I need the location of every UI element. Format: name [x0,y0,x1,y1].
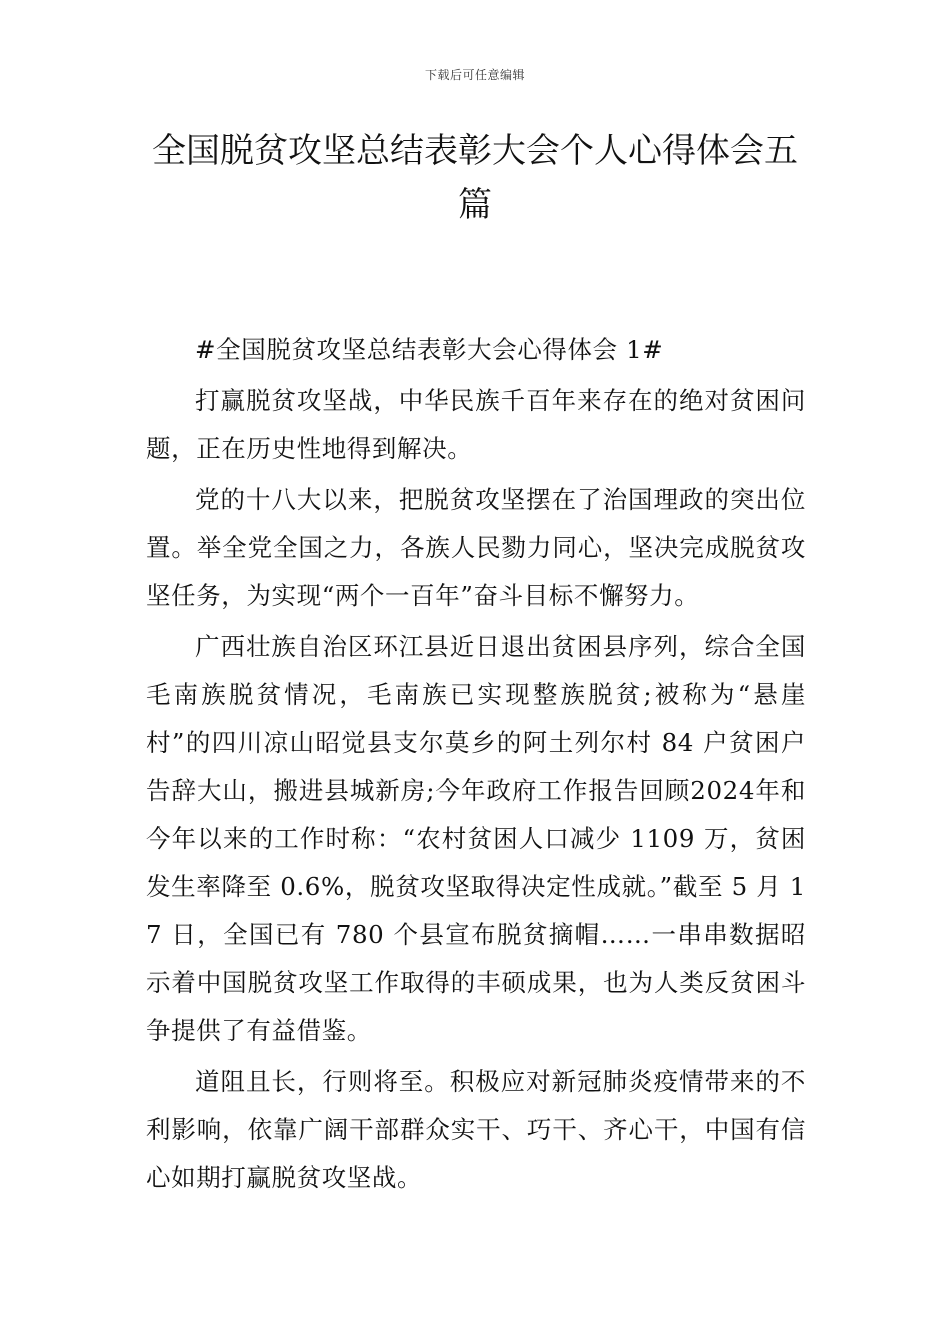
paragraph-2: 党的十八大以来，把脱贫攻坚摆在了治国理政的突出位置。举全党全国之力，各族人民勠力同心，坚决完成脱贫攻坚任务，为实现“两个一百年”奋斗目标不懈努力。 [146,485,806,610]
section-heading: #全国脱贫攻坚总结表彰大会心得体会 1# [195,335,664,364]
paragraph-1: 打赢脱贫攻坚战，中华民族千百年来存在的绝对贫困问题，正在历史性地得到解决。 [146,386,806,463]
header-note: 下载后可任意编辑 [424,68,525,82]
document-body [146,326,806,1202]
paragraph-3: 广西壮族自治区环江县近日退出贫困县序列，综合全国毛南族脱贫情况，毛南族已实现整族脱贫;被称为“悬崖村”的四川凉山昭觉县支尔莫乡的阿土列尔村 84 户贫困户告辞大山，搬进县城新房;今年政府工作报告回顾2024年和今年以来的工作时称：“农村贫困人口减少 1109 万，贫困发生率降至 0.6%，脱贫攻坚取得决定性成就。”截至 5 月 17 日，全国已有 780 个县宣布脱贫摘帽……一串串数据昭示着中国脱贫攻坚工作取得的丰硕成果，也为人类反贫困斗争提供了有益借鉴。 [146,632,806,1045]
document-title: 全国脱贫攻坚总结表彰大会个人心得体会五篇 [152,131,798,225]
paragraph-4: 道阻且长，行则将至。积极应对新冠肺炎疫情带来的不利影响，依靠广阔干部群众实干、巧干、齐心干，中国有信心如期打赢脱贫攻坚战。 [146,1067,806,1192]
